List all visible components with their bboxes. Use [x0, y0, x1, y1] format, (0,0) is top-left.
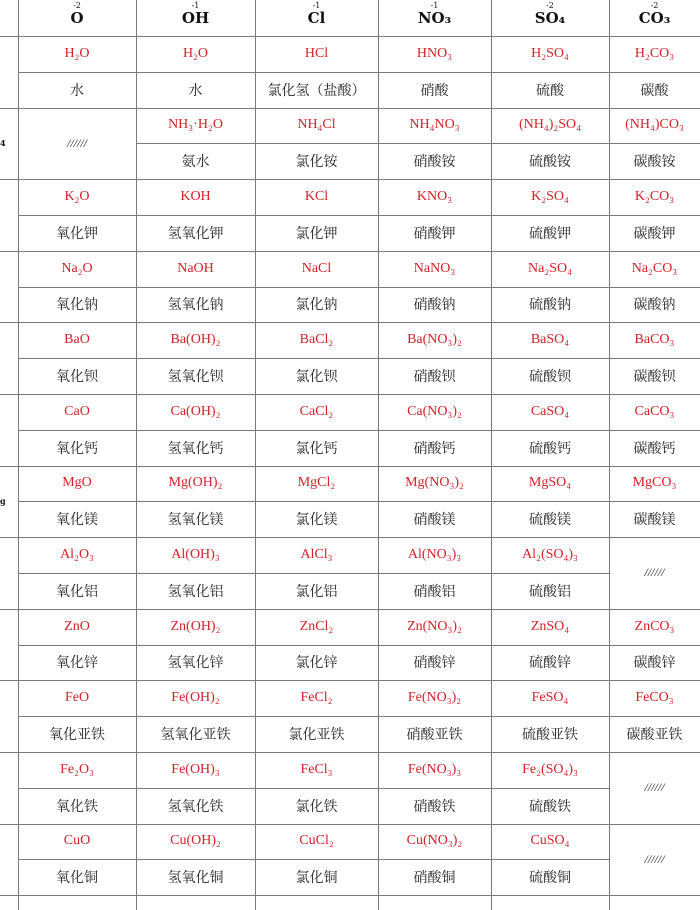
compound-name-cell: 氯化亚铁	[288, 727, 345, 744]
compound-name-cell: 硝酸铁	[413, 798, 456, 815]
cell-inner-divider	[609, 72, 700, 73]
formula-cell: FeCl₂	[300, 690, 333, 706]
formula-cell: Fe(OH)₂	[171, 690, 220, 706]
anion-header-0	[18, 0, 136, 36]
cell-inner-divider	[609, 501, 700, 502]
cell-inner-divider	[136, 143, 255, 144]
formula-cell: CuO	[63, 833, 91, 849]
formula-cell: Ba(NO₃)₂	[407, 332, 462, 348]
cell-inner-divider	[491, 287, 609, 288]
cation-label	[0, 752, 18, 824]
cell-inner-divider	[609, 215, 700, 216]
compound-name-cell: 硝酸钠	[413, 297, 456, 314]
compound-name-cell: 氧化钙	[56, 440, 98, 457]
compound-name-cell: 氯化锌	[295, 655, 338, 672]
compound-name-cell: 硝酸钾	[413, 225, 456, 242]
compound-name-cell: 氢氧化铜	[167, 870, 224, 887]
formula-cell: MgO	[62, 475, 92, 491]
compound-name-cell: 氯化钠	[295, 297, 338, 314]
formula-cell: NaCl	[301, 260, 332, 276]
compound-name-cell: 硫酸铜	[529, 870, 571, 887]
formula-cell: NaNO₃	[413, 260, 456, 276]
compound-name-cell: 氯化钾	[295, 225, 338, 242]
compound-name-cell: 硫酸铝	[529, 583, 571, 600]
cell-inner-divider	[255, 143, 378, 144]
formula-cell: Fe(NO₃)₃	[407, 761, 462, 777]
anion-symbol: OH	[181, 9, 210, 27]
formula-cell: Ba(OH)₂	[170, 332, 221, 348]
formula-cell: CaO	[64, 403, 90, 419]
cell-inner-divider	[255, 573, 378, 574]
compound-name-cell: 氧化钡	[56, 369, 98, 386]
cell-inner-divider	[18, 788, 136, 789]
formula-cell: Fe₂(SO₄)₃	[522, 761, 578, 777]
formula-cell: Fe₂O₃	[60, 761, 94, 777]
cell-inner-divider	[609, 287, 700, 288]
cell-inner-divider	[609, 358, 700, 359]
formula-cell: Cu(NO₃)₂	[406, 833, 463, 849]
cell-inner-divider	[136, 430, 255, 431]
formula-cell: Zn(OH)₂	[170, 618, 221, 634]
cell-inner-divider	[378, 72, 491, 73]
anion-symbol: CO₃	[638, 9, 671, 27]
formula-cell: K₂CO₃	[634, 189, 675, 205]
anion-symbol: Cl	[307, 9, 326, 27]
compound-name-cell: 氧化亚铁	[49, 727, 105, 744]
compound-name-cell: 氧化钠	[56, 297, 98, 314]
cell-inner-divider	[491, 430, 609, 431]
cell-inner-divider	[136, 215, 255, 216]
formula-cell: Ca(OH)₂	[170, 403, 221, 419]
formula-cell: ZnSO₄	[530, 618, 570, 634]
compound-name-cell: 水	[70, 82, 84, 99]
cell-inner-divider	[491, 645, 609, 646]
cell-inner-divider	[255, 72, 378, 73]
formula-cell: CuCl₂	[299, 833, 334, 849]
formula-cell: Mg(NO₃)₂	[405, 475, 464, 491]
cell-inner-divider	[255, 215, 378, 216]
cell-inner-divider	[378, 501, 491, 502]
formula-cell: BaCl₂	[299, 332, 334, 348]
cation-label	[0, 322, 18, 394]
cell-inner-divider	[255, 287, 378, 288]
compound-name-cell: 硝酸钡	[413, 369, 456, 386]
cell-inner-divider	[18, 645, 136, 646]
anion-symbol: O	[70, 9, 84, 27]
compound-name-cell: 硝酸镁	[413, 512, 456, 529]
cell-inner-divider	[18, 72, 136, 73]
formula-cell: NH₄Cl	[297, 117, 336, 133]
formula-cell: FeCO₃	[635, 690, 674, 706]
cell-inner-divider	[491, 143, 609, 144]
formula-cell: Zn(NO₃)₂	[407, 618, 462, 634]
compound-name-cell: 硫酸	[536, 82, 564, 99]
compound-name-cell: 硝酸钙	[413, 440, 456, 457]
formula-cell: H₂O	[64, 45, 90, 61]
cell-inner-divider	[491, 859, 609, 860]
compound-name-cell: 氯化铝	[295, 583, 338, 600]
compound-name-cell: 碳酸亚铁	[626, 727, 683, 744]
anion-header-4	[491, 0, 609, 36]
anion-symbol: NO₃	[417, 9, 452, 27]
compound-name-cell: 氧化锌	[56, 655, 98, 672]
compound-name-cell: 硝酸亚铁	[406, 727, 463, 744]
compound-name-cell: 氯化钙	[295, 440, 338, 457]
formula-cell: (NH₄)₂SO₄	[518, 117, 582, 133]
cell-inner-divider	[255, 358, 378, 359]
formula-cell: (NH₄)CO₃	[625, 117, 684, 133]
compound-name-cell: 氧化铜	[56, 870, 98, 887]
formula-cell: FeSO₄	[531, 690, 569, 706]
cell-inner-divider	[378, 215, 491, 216]
formula-cell: Al₂O₃	[60, 547, 94, 563]
cell-inner-divider	[491, 573, 609, 574]
anion-symbol: SO₄	[534, 9, 566, 27]
formula-cell: KCl	[304, 189, 329, 205]
cell-inner-divider	[136, 358, 255, 359]
cell-inner-divider	[378, 859, 491, 860]
cell-inner-divider	[136, 645, 255, 646]
compound-name-cell: 氧化铝	[56, 583, 98, 600]
compound-name-cell: 硫酸钠	[529, 297, 571, 314]
cell-inner-divider	[491, 788, 609, 789]
compound-name-cell: 硫酸镁	[529, 512, 571, 529]
anion-header-2	[255, 0, 378, 36]
compound-name-cell: 氯化铁	[295, 798, 338, 815]
cation-label	[0, 179, 18, 251]
formula-cell: Na₂CO₃	[631, 260, 678, 276]
valence-label: -2	[546, 1, 554, 10]
valence-label: -1	[430, 1, 439, 10]
formula-cell: CaSO₄	[530, 403, 570, 419]
cell-inner-divider	[18, 573, 136, 574]
compound-name-cell: 氧化镁	[56, 512, 98, 529]
formula-cell: CaCO₃	[634, 403, 675, 419]
cation-label	[0, 824, 18, 896]
cell-inner-divider	[136, 501, 255, 502]
not-applicable-cell: //////	[66, 135, 87, 150]
formula-cell: HNO₃	[416, 45, 453, 61]
compound-name-cell: 氯化氢（盐酸）	[267, 82, 366, 99]
formula-cell: MgSO₄	[528, 475, 572, 491]
cell-inner-divider	[136, 788, 255, 789]
cell-inner-divider	[18, 859, 136, 860]
cell-inner-divider	[136, 859, 255, 860]
cell-inner-divider	[255, 716, 378, 717]
formula-cell: H₂SO₄	[531, 45, 569, 61]
cell-inner-divider	[136, 573, 255, 574]
compound-name-cell: 氢氧化钡	[167, 369, 224, 386]
cell-inner-divider	[255, 430, 378, 431]
formula-cell: Fe(OH)₃	[171, 761, 220, 777]
cell-inner-divider	[18, 501, 136, 502]
compound-name-cell: 硝酸铵	[413, 154, 456, 171]
compound-name-cell: 氨水	[181, 154, 210, 171]
cell-inner-divider	[18, 287, 136, 288]
formula-cell: Na₂O	[61, 260, 93, 276]
cell-inner-divider	[491, 501, 609, 502]
formula-cell: K₂O	[64, 189, 90, 205]
cell-inner-divider	[609, 645, 700, 646]
cell-inner-divider	[255, 501, 378, 502]
compound-name-cell: 碳酸铵	[633, 154, 676, 171]
compound-name-cell: 硫酸锌	[529, 655, 571, 672]
compound-name-cell: 硝酸铜	[413, 870, 456, 887]
compound-name-cell: 氯化钡	[295, 369, 338, 386]
compound-name-cell: 氢氧化铝	[167, 583, 224, 600]
formula-cell: CuSO₄	[530, 833, 570, 849]
formula-cell: Cu(OH)₂	[170, 833, 221, 849]
formula-cell: HCl	[304, 45, 329, 61]
compound-name-cell: 硫酸钾	[529, 225, 571, 242]
cell-inner-divider	[378, 358, 491, 359]
compound-name-cell: 氢氧化钙	[167, 440, 224, 457]
valence-label: -2	[650, 1, 659, 10]
compound-name-cell: 氯化铵	[295, 154, 338, 171]
cation-label	[0, 36, 18, 108]
row-divider	[0, 895, 700, 896]
compound-name-cell: 氢氧化铁	[167, 798, 224, 815]
compound-name-cell: 氧化钾	[56, 225, 98, 242]
formula-cell: FeCl₃	[300, 761, 333, 777]
cell-inner-divider	[378, 573, 491, 574]
formula-cell: BaCO₃	[634, 332, 675, 348]
cell-inner-divider	[609, 716, 700, 717]
compound-name-cell: 氢氧化锌	[167, 655, 224, 672]
formula-cell: KOH	[180, 189, 211, 205]
cell-inner-divider	[378, 143, 491, 144]
cell-inner-divider	[18, 716, 136, 717]
cell-inner-divider	[378, 287, 491, 288]
cell-inner-divider	[378, 645, 491, 646]
compound-name-cell: 氧化铁	[56, 798, 98, 815]
compound-name-cell: 碳酸钾	[633, 225, 676, 242]
cell-inner-divider	[136, 72, 255, 73]
formula-cell: K₂SO₄	[531, 189, 569, 205]
compound-name-cell: 硫酸铁	[529, 798, 571, 815]
compound-name-cell: 碳酸钙	[633, 440, 676, 457]
compound-name-cell: 硫酸铵	[529, 154, 571, 171]
formula-cell: FeO	[64, 690, 90, 706]
cell-inner-divider	[609, 143, 700, 144]
formula-cell: NaOH	[177, 260, 214, 276]
cell-inner-divider	[136, 287, 255, 288]
formula-cell: ZnCO₃	[634, 618, 675, 634]
formula-cell: NH₃·H₂O	[168, 117, 223, 133]
formula-cell: Fe(NO₃)₂	[407, 690, 462, 706]
anion-header-5	[609, 0, 700, 36]
compound-name-cell: 氢氧化亚铁	[160, 727, 231, 744]
formula-cell: H₂CO₃	[634, 45, 675, 61]
compound-name-cell: 碳酸钠	[633, 297, 676, 314]
compound-name-cell: 氢氧化钾	[167, 225, 224, 242]
formula-cell: ZnO	[64, 618, 90, 634]
valence-label: -1	[191, 1, 200, 10]
formula-cell: NH₄NO₃	[409, 117, 460, 133]
cell-inner-divider	[491, 358, 609, 359]
formula-cell: AlCl₃	[300, 547, 333, 563]
compound-name-cell: 硝酸锌	[413, 655, 456, 672]
compound-name-cell: 硫酸钙	[529, 440, 571, 457]
formula-cell: CaCl₂	[299, 403, 334, 419]
cation-label	[0, 394, 18, 466]
formula-cell: Ca(NO₃)₂	[407, 403, 462, 419]
compound-name-cell: 硝酸	[420, 82, 449, 99]
not-applicable-cell: //////	[644, 780, 665, 795]
cell-inner-divider	[255, 788, 378, 789]
valence-label: -2	[73, 1, 81, 10]
compound-name-cell: 水	[188, 82, 203, 99]
cell-inner-divider	[18, 215, 136, 216]
cell-inner-divider	[491, 716, 609, 717]
not-applicable-cell: //////	[644, 565, 665, 580]
formula-cell: BaSO₄	[530, 332, 570, 348]
formula-cell: MgCl₂	[297, 475, 336, 491]
compound-name-cell: 氯化铜	[295, 870, 338, 887]
not-applicable-cell: //////	[644, 851, 665, 866]
formula-cell: H₂O	[182, 45, 209, 61]
formula-cell: Al(NO₃)₃	[407, 547, 462, 563]
anion-header-1	[136, 0, 255, 36]
cation-label	[0, 537, 18, 609]
cation-label: g	[0, 496, 6, 507]
formula-cell: Na₂SO₄	[528, 260, 572, 276]
formula-cell: BaO	[64, 332, 90, 348]
anion-header-3	[378, 0, 491, 36]
valence-label: -1	[312, 1, 321, 10]
formula-cell: Al₂(SO₄)₃	[522, 547, 578, 563]
compound-name-cell: 碳酸镁	[633, 512, 676, 529]
formula-cell: ZnCl₂	[299, 618, 334, 634]
compound-name-cell: 硫酸钡	[529, 369, 571, 386]
cell-inner-divider	[18, 430, 136, 431]
cell-inner-divider	[378, 716, 491, 717]
formula-cell: KNO₃	[416, 189, 453, 205]
cell-inner-divider	[609, 430, 700, 431]
cell-inner-divider	[136, 716, 255, 717]
cell-inner-divider	[255, 859, 378, 860]
compound-name-cell: 碳酸	[640, 82, 669, 99]
cation-label	[0, 609, 18, 681]
compound-name-cell: 氯化镁	[295, 512, 338, 529]
cation-label	[0, 680, 18, 752]
formula-cell: MgCO₃	[632, 475, 677, 491]
cell-inner-divider	[378, 430, 491, 431]
compound-name-cell: 氢氧化钠	[167, 297, 224, 314]
formula-cell: Al(OH)₃	[171, 547, 220, 563]
cell-inner-divider	[18, 358, 136, 359]
cell-inner-divider	[255, 645, 378, 646]
compound-name-cell: 氢氧化镁	[167, 512, 224, 529]
cation-label: 4	[0, 138, 6, 149]
compound-name-cell: 碳酸钡	[633, 369, 676, 386]
cell-inner-divider	[491, 215, 609, 216]
formula-cell: Mg(OH)₂	[168, 475, 223, 491]
compound-name-cell: 硝酸铝	[413, 583, 456, 600]
cell-inner-divider	[491, 72, 609, 73]
cell-inner-divider	[378, 788, 491, 789]
cation-label	[0, 251, 18, 323]
compound-name-cell: 硫酸亚铁	[522, 727, 578, 744]
compound-name-cell: 碳酸锌	[633, 655, 676, 672]
